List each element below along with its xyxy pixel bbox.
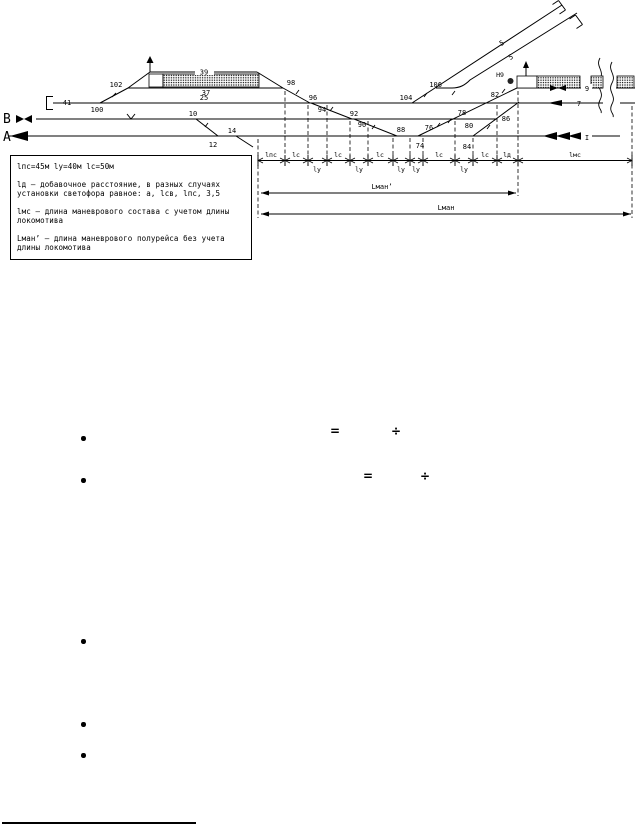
bullet-2 — [81, 478, 86, 483]
legend-lman-definition: Lман’ – длина маневрового полурейса без учета длины локомотива — [17, 233, 225, 252]
platform-2-hatch3 — [617, 76, 634, 88]
dimension-lines — [261, 183, 631, 217]
arrow-i3-icon — [568, 132, 582, 140]
svg-text:5: 5 — [497, 38, 506, 48]
legend-box — [10, 155, 252, 260]
bullet-1 — [81, 436, 86, 441]
svg-text:I: I — [584, 134, 590, 142]
svg-text:lс: lс — [435, 151, 443, 159]
track-labels — [200, 39, 589, 142]
arrow-b-right-icon — [16, 115, 24, 123]
arrow-i1-icon — [543, 132, 557, 140]
svg-text:37: 37 — [201, 89, 211, 97]
svg-text:84: 84 — [462, 143, 472, 151]
platforms — [149, 74, 634, 88]
svg-text:lпс: lпс — [265, 151, 277, 159]
endpoint-b-label: В — [3, 112, 11, 127]
svg-text:lу: lу — [412, 165, 420, 174]
svg-text:80: 80 — [464, 122, 474, 130]
svg-text:lу: lу — [313, 165, 321, 174]
svg-text:5: 5 — [506, 52, 515, 62]
svg-text:7: 7 — [576, 100, 582, 108]
bullet-3 — [81, 639, 86, 644]
dwarf-signal-h9-icon — [508, 78, 514, 84]
dead-end-bracket — [47, 97, 54, 110]
svg-text:100: 100 — [90, 106, 104, 114]
svg-text:14: 14 — [227, 127, 237, 135]
svg-text:88: 88 — [396, 126, 406, 134]
svg-text:86: 86 — [501, 115, 511, 123]
arrow-b-left-icon — [24, 115, 32, 123]
arrow-a-left-icon — [10, 131, 28, 141]
svg-text:lу: lу — [460, 165, 468, 174]
formula-1-equals: = — [330, 424, 341, 438]
svg-text:9: 9 — [584, 85, 590, 93]
signal-h9-label: Н9 — [496, 71, 504, 79]
svg-text:78: 78 — [457, 109, 467, 117]
arrow-7-left-icon — [548, 100, 562, 106]
platform-2-hatch — [537, 76, 580, 88]
svg-text:76: 76 — [424, 124, 434, 132]
svg-text:96: 96 — [308, 94, 318, 102]
svg-text:lд: lд — [503, 151, 511, 159]
svg-text:lс: lс — [292, 151, 300, 159]
svg-text:lмс: lмс — [569, 151, 581, 159]
platform-2-box — [517, 76, 537, 88]
svg-text:lс: lс — [334, 151, 342, 159]
footnote-rule — [2, 822, 196, 824]
svg-text:92: 92 — [349, 110, 359, 118]
check-mark — [127, 114, 135, 119]
svg-text:102: 102 — [109, 81, 123, 89]
svg-text:98: 98 — [286, 79, 296, 87]
svg-text:94: 94 — [317, 106, 327, 114]
legend-values: lпс=45м lу=40м lс=50м — [17, 162, 114, 171]
svg-text:lс: lс — [481, 151, 489, 159]
signal-arrow2-icon — [523, 61, 529, 68]
platform-1-hatch — [163, 74, 259, 87]
svg-text:lс: lс — [376, 151, 384, 159]
bullet-5 — [81, 753, 86, 758]
svg-text:lу: lу — [355, 165, 363, 174]
svg-text:90: 90 — [357, 121, 367, 129]
arrow-i2-icon — [556, 132, 570, 140]
svg-text:74: 74 — [415, 142, 425, 150]
platform-1-box — [149, 74, 163, 87]
svg-text:12: 12 — [208, 141, 218, 149]
track-lines — [8, 1, 635, 148]
svg-text:39: 39 — [199, 68, 209, 77]
signal-arrow-icon — [147, 56, 154, 63]
svg-text:106: 106 — [429, 81, 442, 89]
legend-lms-definition: lмс – длина маневрового состава с учетом длины локомотива — [17, 206, 230, 225]
formula-2-divide: ÷ — [420, 469, 431, 483]
svg-text:lу: lу — [397, 165, 405, 174]
svg-text:25: 25 — [199, 94, 209, 102]
branch-end-brackets — [553, 1, 583, 29]
platform-2-hatch2 — [591, 76, 603, 88]
endpoint-a-label: А — [3, 130, 11, 145]
svg-text:104: 104 — [399, 94, 413, 102]
formula-2-equals: = — [363, 469, 374, 483]
svg-text:10: 10 — [188, 110, 198, 118]
formula-1-divide: ÷ — [391, 424, 402, 438]
bullet-4 — [81, 722, 86, 727]
lman-label: Lман — [437, 204, 455, 212]
legend-ld-definition: lд – добавочное расстояние, в разных случаях установки светофора равное: а, lсв, lпс, 3,5 — [17, 179, 221, 198]
lman-prime-label: Lман’ — [371, 183, 393, 191]
svg-text:82: 82 — [490, 91, 500, 99]
svg-text:41: 41 — [62, 99, 72, 107]
